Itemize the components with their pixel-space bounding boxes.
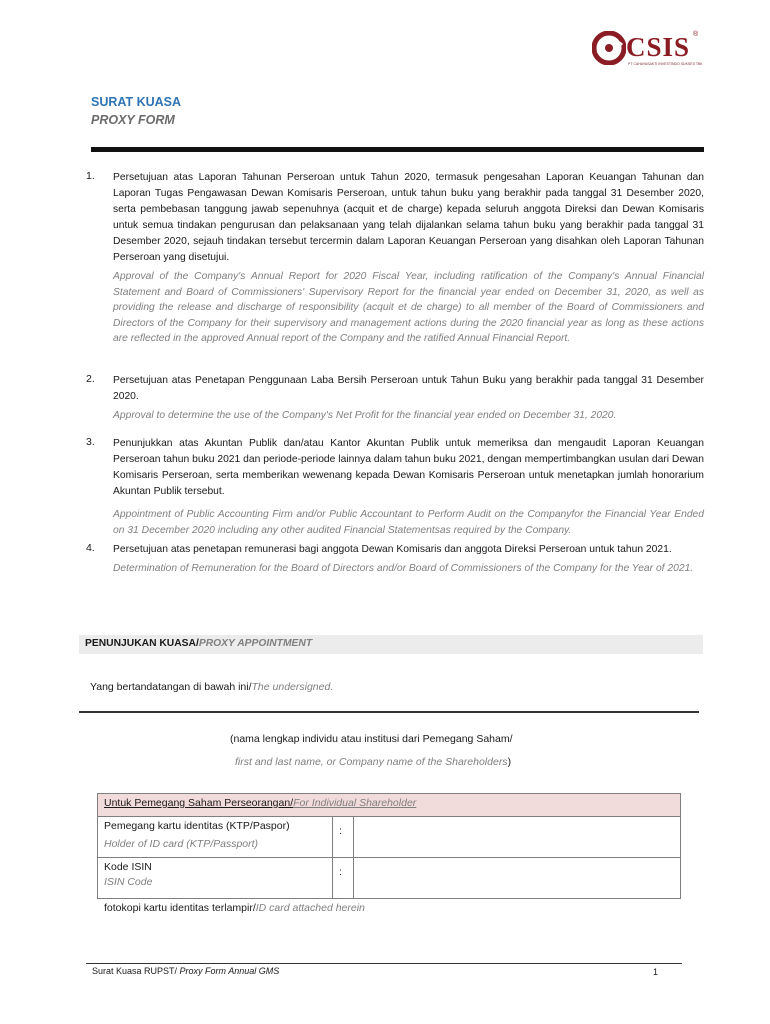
page-subtitle: PROXY FORM — [91, 113, 175, 127]
footer-divider — [86, 963, 682, 964]
table-header-id: Untuk Pemegang Saham Perseorangan/ — [104, 797, 294, 809]
agenda-item-2 — [86, 373, 704, 424]
row-separator: : — [333, 817, 354, 858]
page-title: SURAT KUASA — [91, 95, 182, 109]
item-text-id: Persetujuan atas Laporan Tahunan Perseroan untuk Tahun 2020, termasuk pengesahan Laporan Keuangan Tahunan dan Laporan Tugas Pengawasan Dewan Komisaris Perseroan, untuk tahun buku yang berakhir pada tanggal 31 Desember 2020, serta pembebasan tanggung jawab sepenuhnya (acquit et de charge) kepada seluruh anggota Direksi dan Dewan Komisaris untuk semua tindakan pengurusan dan pelaksanaan yang telah dijalankan selama tahun buku yang berakhir pada tanggal 31 Desember 2020, sejauh tindakan tersebut tercermin dalam Laporan Keuangan Perseroan yang disahkan oleh Laporan Tahunan Perseroan yang disetujui. — [113, 172, 704, 263]
section-label-id: PENUNJUKAN KUASA/ — [85, 638, 199, 649]
item-number: 2. — [86, 373, 95, 385]
table-header-row — [98, 794, 681, 817]
id-card-number-field[interactable] — [354, 817, 681, 858]
item-text-id: Penunjukkan atas Akuntan Publik dan/atau Kantor Akuntan Publik untuk memeriksa dan mengaudit Laporan Keuangan Perseroan tahun buku 2021 dan periode-periode lainnya dalam tahun buku 2021, dengan mempertimbangkan usulan dari Dewan Komisaris Perseroan, serta memberikan wewenang kepada Dewan Komisaris Perseroan untuk menetapkan jumlah honorarium Akuntan Publik tersebut. — [113, 438, 704, 497]
item-number: 3. — [86, 436, 95, 448]
header-divider — [91, 147, 704, 152]
proxy-appointment-header — [79, 635, 703, 654]
isin-code-field[interactable] — [354, 858, 681, 899]
item-number: 1. — [86, 170, 95, 182]
company-logo — [592, 28, 702, 72]
individual-shareholder-table — [97, 793, 681, 899]
logo-tagline: PT CAHAYASAKTI INVESTINDO SUKSES TBK — [628, 62, 703, 66]
registered-mark-icon: ® — [693, 31, 699, 38]
row-label-en: ISIN Code — [104, 876, 153, 888]
page-number: 1 — [653, 967, 659, 977]
id-card-attached-note: fotokopi kartu identitas terlampir/ID card attached herein — [104, 902, 365, 914]
logo-wordmark: CSIS — [626, 32, 691, 62]
table-row — [98, 817, 681, 858]
row-label-id: Pemegang kartu identitas (KTP/Paspor) — [104, 820, 290, 832]
item-text-id: Persetujuan atas penetapan remunerasi bagi anggota Dewan Komisaris dan anggota Direksi Perseroan untuk tahun 2021. — [113, 544, 672, 555]
item-text-en: Approval of the Company's Annual Report for 2020 Fiscal Year, including ratification of the Company's Annual Financial Statement and Board of Commissioners' Supervisory Report for the financial year ended on December 31, 2020, as well as providing the release and discharge of responsibility (acquit et de charge) to all member of the Board of Commissioners and Directors of the Company for their supervisory and management actions during the 2020 financial year as long as these actions are reflected in the approved Annual report of the Company and the ratified Annual Financial Report. — [113, 271, 704, 344]
agenda-item-3 — [86, 436, 704, 538]
undersigned-text: Yang bertandatangan di bawah ini/The undersigned. — [90, 681, 334, 693]
item-text-en: Appointment of Public Accounting Firm and/or Public Accountant to Perform Audit on the Companyfor the Financial Year Ended on 31 December 2020 including any other audited Financial Statementsas required by the Company. — [113, 509, 704, 536]
shareholder-name-line[interactable] — [79, 711, 699, 713]
row-label-id: Kode ISIN — [104, 861, 152, 873]
csis-emblem-icon — [592, 31, 626, 65]
fullname-caption-en: first and last name, or Company name of the Shareholders) — [235, 756, 512, 768]
item-text-id: Persetujuan atas Penetapan Penggunaan Laba Bersih Perseroan untuk Tahun Buku yang berakhir pada tanggal 31 Desember 2020. — [113, 375, 704, 402]
item-text-en: Determination of Remuneration for the Board of Directors and/or Board of Commissioners of the Company for the Year of 2021. — [113, 563, 694, 574]
agenda-item-4 — [86, 542, 704, 577]
footer-label: Surat Kuasa RUPST/ Proxy Form Annual GMS — [92, 966, 280, 976]
item-text-en: Approval to determine the use of the Company's Net Profit for the financial year ended on December 31, 2020. — [113, 410, 617, 421]
section-label-en: PROXY APPOINTMENT — [198, 638, 313, 649]
table-row — [98, 858, 681, 899]
agenda-item-1 — [86, 170, 704, 347]
fullname-caption-id: (nama lengkap individu atau institusi dari Pemegang Saham/ — [230, 733, 513, 745]
item-number: 4. — [86, 542, 95, 554]
row-separator: : — [333, 858, 354, 899]
table-header-en: For Individual Shareholder — [293, 797, 417, 809]
row-label-en: Holder of ID card (KTP/Passport) — [104, 838, 259, 850]
